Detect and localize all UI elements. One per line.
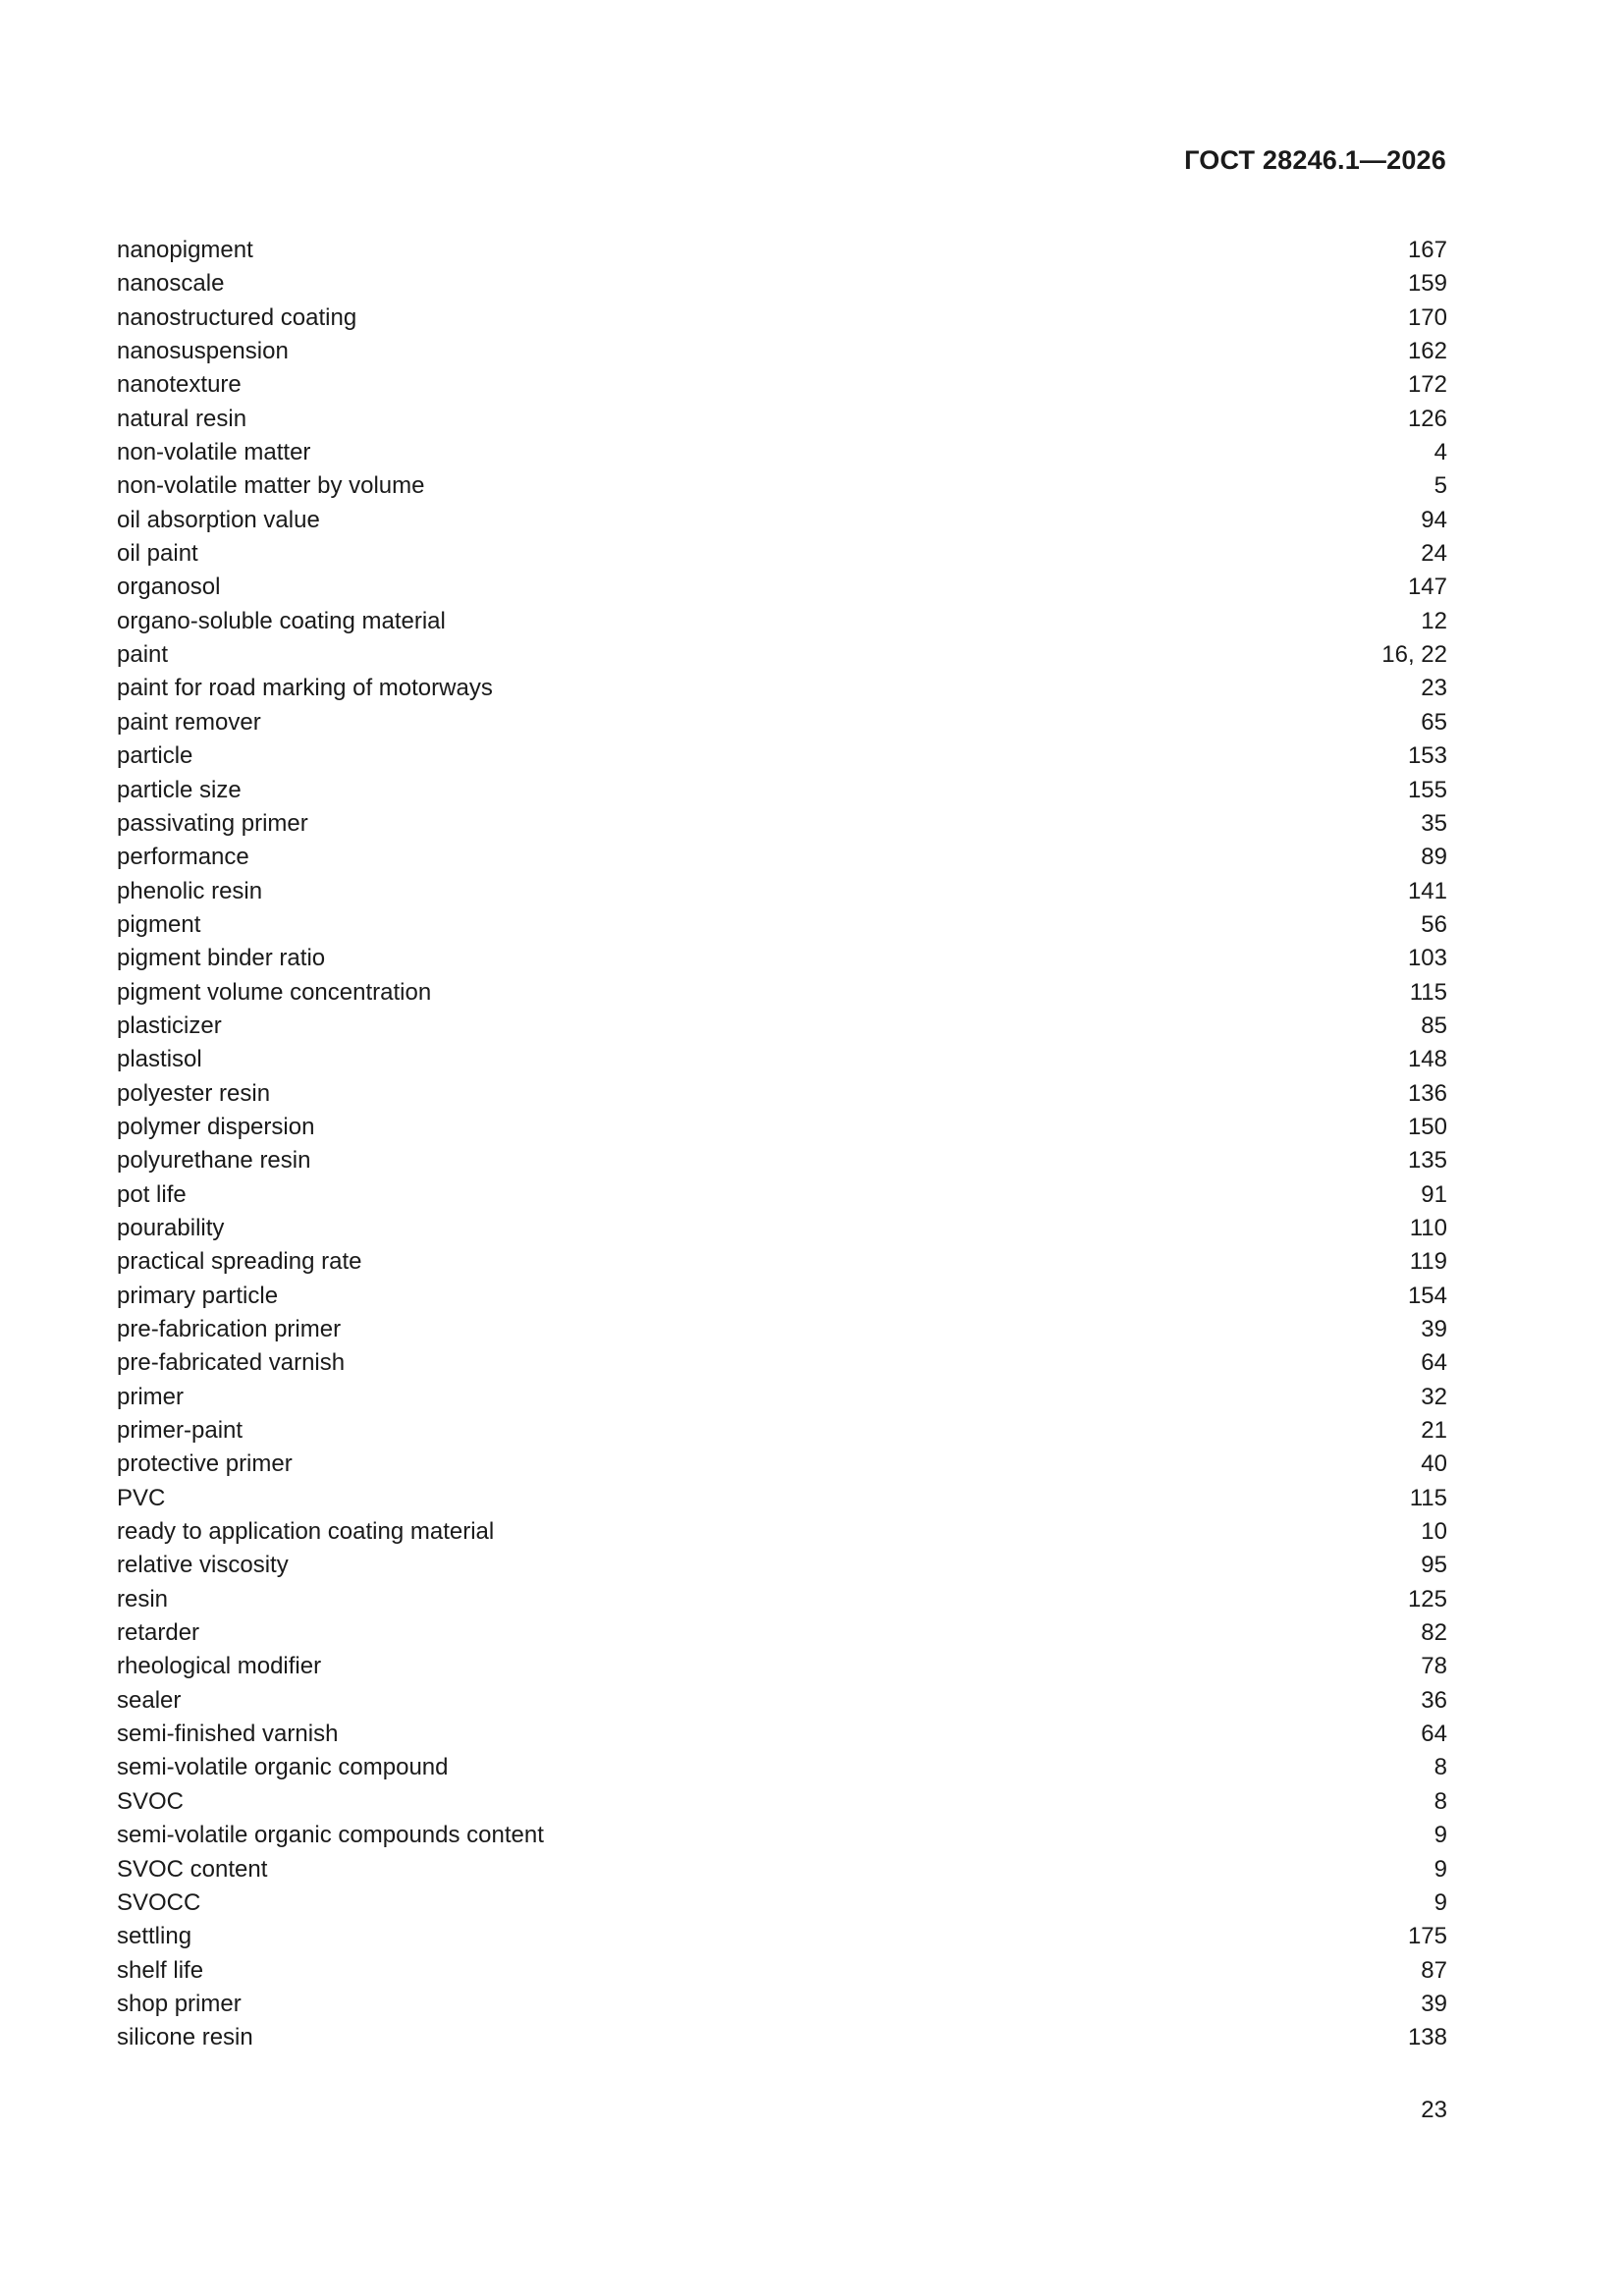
index-term-number: 16, 22 [1381,641,1447,669]
index-term: performance [117,844,249,871]
index-term-number: 125 [1407,1585,1447,1613]
index-term: oil paint [117,540,198,568]
index-term: pigment binder ratio [117,945,326,972]
index-entry [117,1381,1447,1414]
index-entry [117,605,1447,638]
index-term-number: 12 [1421,607,1447,634]
index-entry [117,1482,1447,1515]
index-term-number: 78 [1421,1653,1447,1680]
index-term: polyurethane resin [117,1147,311,1175]
index-term: pigment [117,910,201,938]
index-entry [117,1212,1447,1245]
index-term: phenolic resin [117,877,263,904]
index-term: resin [117,1585,169,1613]
index-entry [117,267,1447,301]
index-entry [117,1111,1447,1144]
index-term: pre-fabrication primer [117,1316,342,1342]
index-term: nanostructured coating [117,303,357,331]
index-term-number: 95 [1421,1552,1447,1579]
index-entry [117,335,1447,368]
index-term: paint remover [117,708,261,736]
index-entry [117,1785,1447,1819]
index-term-number: 135 [1407,1147,1447,1175]
index-term-number: 115 [1409,1484,1447,1511]
index-term: paint for road marking of motorways [117,675,493,702]
index-entry [117,1010,1447,1043]
index-term: settling [117,1923,192,1950]
index-term-number: 159 [1407,270,1447,298]
index-term: sealer [117,1686,182,1714]
index-term-number: 170 [1407,303,1447,331]
index-entry [117,1988,1447,2021]
index-entry [117,1751,1447,1784]
index-entry [117,739,1447,773]
index-entry [117,1853,1447,1886]
index-term: retarder [117,1619,200,1647]
index-term-number: 64 [1421,1721,1447,1748]
index-term: SVOC [117,1787,185,1815]
index-term-number: 138 [1407,2024,1447,2051]
index-entry [117,537,1447,571]
index-term-number: 103 [1407,945,1447,972]
index-term-number: 87 [1421,1956,1447,1984]
index-term: silicone resin [117,2024,253,2051]
index-term: pre-fabricated varnish [117,1349,346,1377]
index-term: passivating primer [117,809,308,837]
index-term: semi-finished varnish [117,1721,339,1748]
index-term-number: 10 [1421,1518,1447,1546]
page-number: 23 [1421,2097,1447,2123]
index-term-number: 39 [1421,1316,1447,1342]
index-term: SVOC content [117,1855,268,1883]
index-entry [117,436,1447,469]
index-term: particle [117,742,193,770]
index-term-number: 89 [1421,844,1447,871]
index-entry [117,469,1447,503]
index-term-number: 9 [1434,1822,1447,1849]
index-term: organo-soluble coating material [117,607,446,634]
index-entry [117,1448,1447,1481]
index-term-number: 167 [1407,237,1447,263]
index-term: shelf life [117,1956,204,1984]
index-term-number: 35 [1421,809,1447,837]
index-entry [117,976,1447,1010]
index-term: practical spreading rate [117,1248,362,1276]
index-term: protective primer [117,1450,293,1478]
index-term-number: 126 [1407,405,1447,432]
index-term: natural resin [117,405,247,432]
index-term-number: 9 [1434,1888,1447,1916]
index-entry [117,301,1447,335]
index-term-number: 24 [1421,540,1447,568]
index-entry [117,1280,1447,1313]
index-term-number: 136 [1407,1079,1447,1107]
index-term: organosol [117,574,221,601]
index-term-number: 56 [1421,910,1447,938]
index-term: primer [117,1383,185,1410]
index-term-number: 175 [1407,1923,1447,1950]
index-entry [117,504,1447,537]
index-entry [117,1684,1447,1718]
index-term: nanopigment [117,237,253,263]
index-term-number: 110 [1409,1214,1447,1241]
index-term: SVOCC [117,1888,201,1916]
index-entry [117,638,1447,672]
index-entry [117,942,1447,975]
index-term-number: 91 [1421,1180,1447,1208]
index-term: nanoscale [117,270,225,298]
index-term: primary particle [117,1282,279,1309]
index-entry [117,706,1447,739]
index-term: ready to application coating material [117,1518,495,1546]
index-term-number: 154 [1407,1282,1447,1309]
index-term: pigment volume concentration [117,978,432,1006]
index-term-number: 39 [1421,1990,1447,2017]
index-entry [117,875,1447,908]
index-term: nanosuspension [117,338,289,365]
index-entry [117,841,1447,874]
index-term-number: 4 [1434,439,1447,466]
index-entry [117,1414,1447,1448]
index-term-number: 85 [1421,1011,1447,1039]
index-term: polyester resin [117,1079,271,1107]
index-entry [117,2021,1447,2054]
index-term: nanotexture [117,371,242,399]
index-term-number: 8 [1434,1754,1447,1781]
index-term: paint [117,641,169,669]
index-term: non-volatile matter by volume [117,472,425,500]
index-entry [117,1077,1447,1111]
index-term: rheological modifier [117,1653,322,1680]
index-term-number: 8 [1434,1787,1447,1815]
index-term: polymer dispersion [117,1113,315,1140]
index-term-number: 21 [1421,1417,1447,1445]
index-term: plasticizer [117,1011,222,1039]
index-entry [117,234,1447,267]
index-term: non-volatile matter [117,439,311,466]
index-term: pot life [117,1180,187,1208]
index-entry [117,1144,1447,1177]
index-entry [117,368,1447,402]
index-entry [117,672,1447,705]
index-entry [117,1886,1447,1920]
index-term-number: 36 [1421,1686,1447,1714]
index-entry [117,1515,1447,1549]
index-term: shop primer [117,1990,242,2017]
index-entry [117,1650,1447,1683]
index-term-number: 147 [1407,574,1447,601]
index-entry [117,1549,1447,1582]
alphabetical-index-list [117,234,1447,2055]
index-term-number: 172 [1407,371,1447,399]
index-term-number: 65 [1421,708,1447,736]
index-term-number: 94 [1421,506,1447,533]
index-entry [117,1245,1447,1279]
index-entry [117,1718,1447,1751]
index-term-number: 64 [1421,1349,1447,1377]
index-entry [117,403,1447,436]
index-entry [117,774,1447,807]
index-entry [117,1616,1447,1650]
index-term-number: 162 [1407,338,1447,365]
index-entry [117,1043,1447,1076]
document-code-header: ГОСТ 28246.1—2026 [1184,145,1446,175]
index-term-number: 119 [1409,1248,1447,1276]
index-term: semi-volatile organic compounds content [117,1822,544,1849]
index-term: particle size [117,776,242,803]
index-term-number: 23 [1421,675,1447,702]
index-entry [117,908,1447,942]
index-term-number: 5 [1434,472,1447,500]
index-term-number: 115 [1409,978,1447,1006]
index-term-number: 153 [1407,742,1447,770]
index-term-number: 32 [1421,1383,1447,1410]
index-term-number: 40 [1421,1450,1447,1478]
index-term: relative viscosity [117,1552,289,1579]
index-term-number: 148 [1407,1046,1447,1073]
index-term-number: 9 [1434,1855,1447,1883]
index-entry [117,1819,1447,1852]
index-term: primer-paint [117,1417,243,1445]
index-term: plastisol [117,1046,202,1073]
index-term-number: 155 [1407,776,1447,803]
index-term: PVC [117,1484,166,1511]
index-entry [117,1920,1447,1953]
index-term: oil absorption value [117,506,320,533]
index-term-number: 150 [1407,1113,1447,1140]
index-term: semi-volatile organic compound [117,1754,449,1781]
index-term-number: 82 [1421,1619,1447,1647]
index-entry [117,571,1447,604]
index-entry [117,1583,1447,1616]
index-entry [117,807,1447,841]
index-entry [117,1178,1447,1212]
index-entry [117,1313,1447,1346]
index-entry [117,1954,1447,1988]
index-entry [117,1346,1447,1380]
index-term: pourability [117,1214,225,1241]
index-term-number: 141 [1407,877,1447,904]
